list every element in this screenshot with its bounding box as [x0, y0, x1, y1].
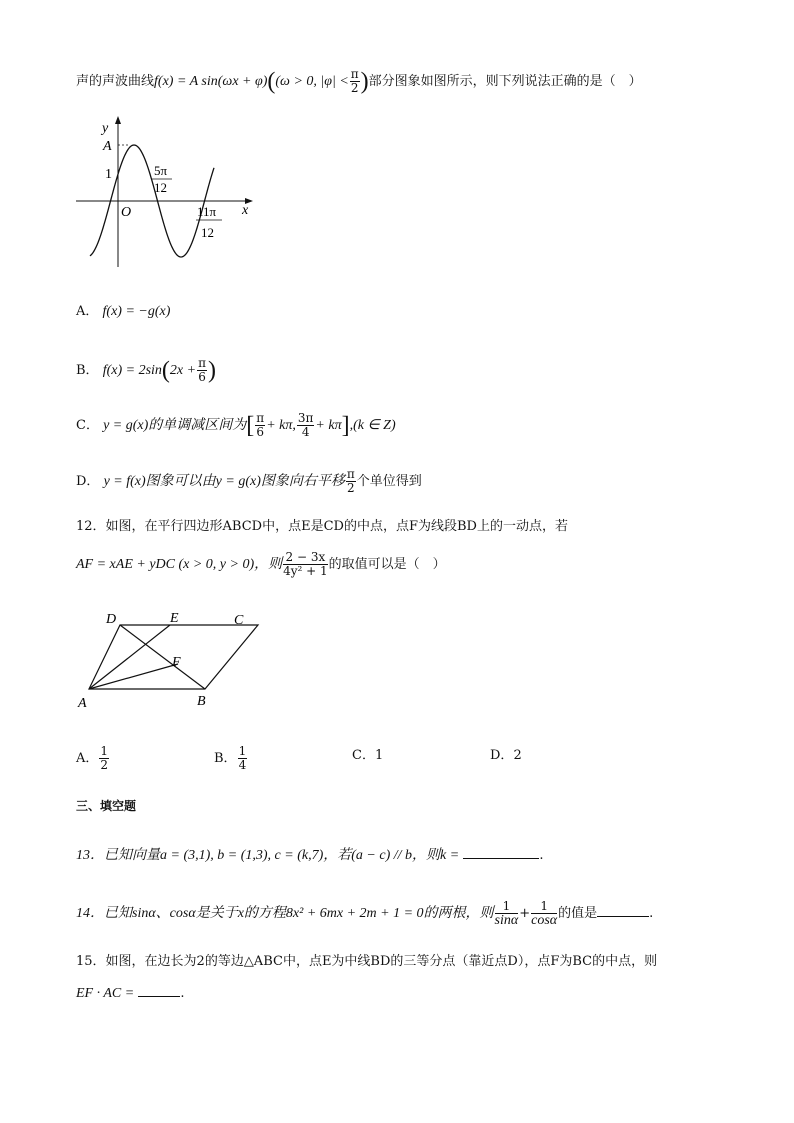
- parallelogram-figure: [70, 606, 260, 711]
- q13-answer-blank[interactable]: [463, 846, 539, 859]
- label-d: D: [106, 612, 117, 627]
- q15-answer-blank[interactable]: [138, 984, 180, 997]
- tick-one-label: 1: [105, 167, 112, 182]
- intro-func: f(x) = A sin(ωx + φ): [154, 74, 268, 89]
- x-axis-label: x: [242, 203, 249, 218]
- origin-label: O: [121, 205, 132, 220]
- tick-11pi-num: 11π: [197, 204, 217, 219]
- option-a: A． f(x) = −g(x): [76, 304, 171, 319]
- option-d: D． y = f(x)图象可以由y = g(x)图象向右平移 $\frac{\pi}{2}$ 个单位得到: [76, 467, 422, 495]
- intro-prefix: 声的声波曲线: [76, 74, 155, 89]
- q12-option-a: A． $\frac{1}{2}$: [76, 744, 109, 772]
- q12-line1: 12．如图，在平行四边形ABCD中，点E是CD的中点，点F为线段BD上的一动点，若: [76, 519, 568, 534]
- label-b: B: [197, 694, 206, 709]
- tick-11pi-den: 12: [201, 225, 214, 240]
- q15-line2: EF · AC = .: [76, 986, 185, 1001]
- label-c: C: [234, 613, 244, 628]
- question-intro: 声的声波曲线f(x) = A sin(ωx + φ)((ω > 0, |φ| < $\frac{\pi}{2}$ )部分图象如图所示，则下列说法正确的是（ ）: [76, 67, 642, 95]
- label-e: E: [170, 611, 179, 626]
- q12-option-c: C．1: [352, 748, 384, 763]
- y-axis-label: y: [102, 121, 109, 136]
- intro-cond: (ω > 0, |φ| <: [275, 74, 349, 89]
- q12-option-d: D．2: [490, 748, 522, 763]
- sine-graph: [70, 112, 270, 272]
- q12-option-b: B． $\frac{1}{4}$: [214, 744, 247, 772]
- intro-suffix: 部分图象如图所示，则下列说法正确的是（ ）: [368, 74, 642, 89]
- tick-5pi-den: 12: [154, 180, 167, 195]
- section-title: 三、填空题: [76, 799, 137, 813]
- intro-frac: $\frac{\pi}{2}$: [350, 67, 359, 95]
- q14: 14．已知sinα、cosα是关于x的方程8x² + 6mx + 2m + 1 = 0的两根，则 $\frac{1}{\sin\alpha}$ + $\frac{1}{\cos\alpha}$ 的值是 .: [76, 899, 654, 928]
- q14-answer-blank[interactable]: [597, 904, 649, 917]
- label-f: F: [172, 655, 181, 670]
- option-c: C． y = g(x)的单调减区间为[ $\frac{\pi}{6}$ + kπ, $\frac{3\pi}{4}$ + kπ],(k ∈ Z): [76, 411, 396, 439]
- q15-line1: 15．如图，在边长为2的等边△ABC中，点E为中线BD的三等分点（靠近点D），点F为BC的中点，则: [76, 954, 658, 969]
- option-b: B． f(x) = 2sin(2x + $\frac{\pi}{6}$ ): [76, 356, 216, 384]
- tick-5pi-num: 5π: [154, 163, 168, 178]
- amplitude-label: A: [103, 139, 112, 154]
- label-a: A: [78, 696, 87, 711]
- q13: 13．已知向量a = (3,1), b = (1,3), c = (k,7)，若(a − c) // b，则k = .: [76, 848, 544, 863]
- q12-line2: AF = xAE + yDC (x > 0, y > 0)，则 $\frac{2 - 3x}{\text{4y² + 1}}$ 的取值可以是（ ）: [76, 550, 446, 578]
